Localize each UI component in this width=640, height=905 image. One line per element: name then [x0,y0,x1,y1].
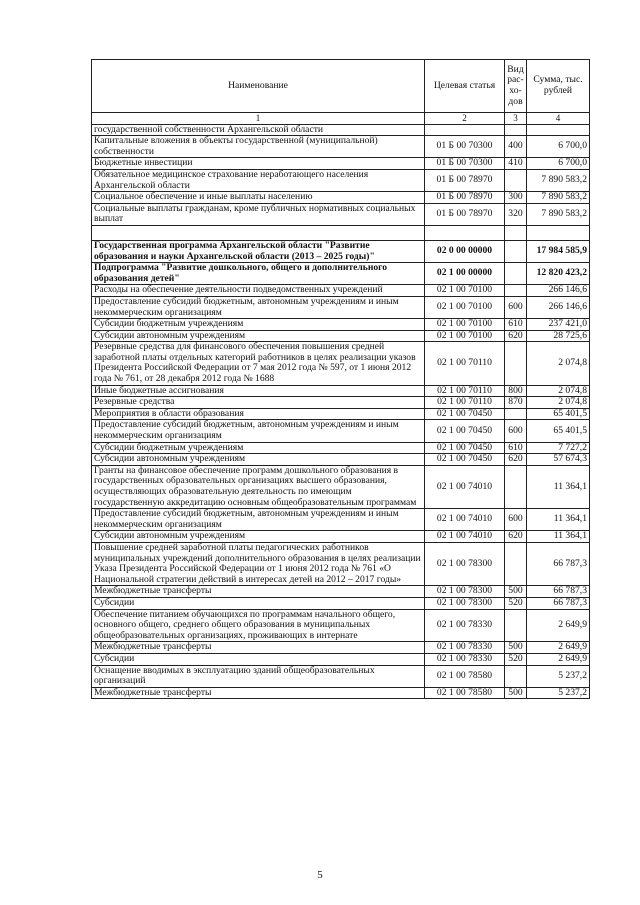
row-sum-cell: 65 401,5 [527,420,590,442]
row-type-cell: 400 [505,136,527,158]
row-code-cell: 02 1 00 70450 [425,442,505,454]
header-code: Целевая статья [425,60,505,113]
table-row [92,342,590,385]
row-code-cell: 01 Б 00 78970 [425,169,505,191]
row-sum-cell: 5 237,2 [527,687,590,699]
row-name-cell: Бюджетные инвестиции [92,158,425,170]
row-name-cell: Государственная программа Архангельской области "Развитие образования и науки Архангельской области (2013 – 2025 годы)" [92,240,425,262]
row-name-cell: Предоставление субсидий бюджетным, автономным учреждениям и иным некоммерческим организациям [92,296,425,318]
row-code-cell: 02 1 00 70450 [425,408,505,420]
row-name-cell: государственной собственности Архангельской области [92,124,425,136]
row-name-cell: Резервные средства [92,397,425,409]
row-sum-cell: 57 674,3 [527,454,590,466]
row-name-cell: Предоставление субсидий бюджетным, автономным учреждениям и иным некоммерческим организациям [92,509,425,531]
row-sum-cell: 5 237,2 [527,665,590,687]
column-number: 4 [527,113,590,125]
row-sum-cell: 7 890 583,2 [527,203,590,225]
row-sum-cell: 7 727,2 [527,442,590,454]
table-row [92,687,590,699]
row-code-cell: 02 1 00 70100 [425,330,505,342]
row-code-cell: 02 1 00 70450 [425,420,505,442]
row-type-cell: 870 [505,397,527,409]
row-name-cell: Мероприятия в области образования [92,408,425,420]
row-code-cell [425,225,505,240]
table-row [92,586,590,598]
row-code-cell: 02 1 00 78330 [425,653,505,665]
row-name-cell: Расходы на обеспечение деятельности подведомственных учреждений [92,285,425,297]
table-row [92,609,590,642]
row-type-cell: 620 [505,531,527,543]
row-sum-cell: 237 421,0 [527,319,590,331]
row-sum-cell: 17 984 585,9 [527,240,590,262]
row-name-cell: Межбюджетные трансферты [92,586,425,598]
row-sum-cell: 6 700,0 [527,158,590,170]
row-code-cell: 02 1 00 70110 [425,342,505,385]
row-sum-cell: 7 890 583,2 [527,192,590,204]
row-sum-cell: 266 146,6 [527,285,590,297]
table-row [92,454,590,466]
row-type-cell: 610 [505,442,527,454]
row-code-cell: 02 0 00 00000 [425,240,505,262]
table-row [92,240,590,262]
row-sum-cell: 65 401,5 [527,408,590,420]
row-code-cell [425,124,505,136]
row-name-cell: Иные бюджетные ассигнования [92,385,425,397]
row-sum-cell: 66 787,3 [527,597,590,609]
header-name: Наименование [92,60,425,113]
row-code-cell: 02 1 00 78330 [425,642,505,654]
row-name-cell: Субсидии автономным учреждениям [92,531,425,543]
row-type-cell [505,225,527,240]
page-number: 5 [317,869,323,881]
table-row [92,653,590,665]
row-sum-cell: 66 787,3 [527,542,590,585]
row-type-cell [505,342,527,385]
table-body [92,124,590,699]
row-code-cell: 01 Б 00 78970 [425,203,505,225]
row-name-cell: Межбюджетные трансферты [92,642,425,654]
row-name-cell: Резервные средства для финансового обеспечения повышения средней заработной платы отдельных категорий работников в целях реализации указов Президента Российской Федерации от 7 мая 2012 года № 597, от 1 июня 2012 года № 761, от 28 декабря 2012 года № 1688 [92,342,425,385]
table-header-row [92,60,590,113]
row-sum-cell: 11 364,1 [527,465,590,508]
table-row [92,442,590,454]
row-name-cell: Обеспечение питанием обучающихся по программам начального общего, основного общего, среднего общего образования в муниципальных общеобразовательных организациях, проживающих в интернате [92,609,425,642]
row-code-cell: 02 1 00 70100 [425,285,505,297]
table-row [92,420,590,442]
row-type-cell: 520 [505,597,527,609]
row-type-cell: 500 [505,586,527,598]
row-code-cell: 02 1 00 78580 [425,687,505,699]
header-type: Вид рас-хо-дов [505,60,527,113]
row-type-cell [505,542,527,585]
table-row [92,531,590,543]
column-number-row [92,113,590,125]
row-type-cell [505,408,527,420]
row-type-cell [505,240,527,262]
row-name-cell: Социальное обеспечение и иные выплаты населению [92,192,425,204]
table-row [92,169,590,191]
column-number: 1 [92,113,425,125]
row-code-cell: 02 1 00 70110 [425,385,505,397]
row-type-cell: 620 [505,330,527,342]
row-name-cell: Капитальные вложения в объекты государственной (муниципальной) собственности [92,136,425,158]
table-row [92,192,590,204]
row-type-cell: 300 [505,192,527,204]
table-row [92,296,590,318]
table-row [92,319,590,331]
row-name-cell: Предоставление субсидий бюджетным, автономным учреждениям и иным некоммерческим организациям [92,420,425,442]
row-code-cell: 02 1 00 78300 [425,542,505,585]
row-type-cell [505,665,527,687]
row-sum-cell: 2 649,9 [527,609,590,642]
row-type-cell [505,285,527,297]
row-code-cell: 02 1 00 78580 [425,665,505,687]
row-type-cell [505,465,527,508]
row-code-cell: 01 Б 00 70300 [425,158,505,170]
row-code-cell: 02 1 00 78300 [425,597,505,609]
table-row [92,597,590,609]
row-sum-cell [527,124,590,136]
header-sum: Сумма, тыс. рублей [527,60,590,113]
row-name-cell: Субсидии [92,653,425,665]
row-name-cell: Обязательное медицинское страхование неработающего населения Архангельской области [92,169,425,191]
row-sum-cell: 28 725,6 [527,330,590,342]
row-type-cell [505,124,527,136]
table-row [92,542,590,585]
row-type-cell: 600 [505,420,527,442]
row-sum-cell [527,225,590,240]
row-code-cell: 02 1 00 70450 [425,454,505,466]
table-row [92,408,590,420]
row-type-cell: 410 [505,158,527,170]
row-sum-cell: 2 649,9 [527,653,590,665]
table-row [92,225,590,240]
table-row [92,385,590,397]
row-sum-cell: 11 364,1 [527,509,590,531]
table-row [92,158,590,170]
table-row [92,203,590,225]
row-code-cell: 02 1 00 74010 [425,509,505,531]
row-name-cell: Межбюджетные трансферты [92,687,425,699]
row-sum-cell: 2 074,8 [527,397,590,409]
row-type-cell: 520 [505,653,527,665]
row-code-cell: 02 1 00 74010 [425,465,505,508]
row-code-cell: 01 Б 00 70300 [425,136,505,158]
column-number: 2 [425,113,505,125]
row-type-cell [505,263,527,285]
row-sum-cell: 2 074,8 [527,385,590,397]
row-type-cell: 800 [505,385,527,397]
row-type-cell: 600 [505,509,527,531]
row-code-cell: 02 1 00 78300 [425,586,505,598]
table-row [92,665,590,687]
table-row [92,124,590,136]
table-row [92,330,590,342]
row-name-cell: Повышение средней заработной платы педагогических работников муниципальных учреждений дополнительного образования в целях реализации Указа Президента Российской Федерации от 1 июня 2012 года № 761 «О Национальной стратегии действий в интересах детей на 2012 – 2017 годы» [92,542,425,585]
table-row [92,285,590,297]
row-sum-cell: 66 787,3 [527,586,590,598]
row-type-cell: 500 [505,687,527,699]
column-number: 3 [505,113,527,125]
row-type-cell: 610 [505,319,527,331]
row-code-cell: 02 1 00 70100 [425,319,505,331]
row-type-cell [505,169,527,191]
row-type-cell: 620 [505,454,527,466]
row-code-cell: 02 1 00 00000 [425,263,505,285]
row-sum-cell: 2 074,8 [527,342,590,385]
row-sum-cell: 2 649,9 [527,642,590,654]
row-sum-cell: 6 700,0 [527,136,590,158]
table-row [92,263,590,285]
table-row [92,136,590,158]
row-code-cell: 01 Б 00 78970 [425,192,505,204]
row-name-cell: Субсидии автономным учреждениям [92,330,425,342]
table-row [92,642,590,654]
row-name-cell: Социальные выплаты гражданам, кроме публичных нормативных социальных выплат [92,203,425,225]
row-name-cell: Гранты на финансовое обеспечение программ дошкольного образования в государственных образовательных организациях высшего образования, осуществляющих образовательную деятельность по имеющим государственную аккредитацию основным общеобразовательным программам [92,465,425,508]
budget-table [91,59,590,699]
row-sum-cell: 266 146,6 [527,296,590,318]
row-type-cell: 600 [505,296,527,318]
row-code-cell: 02 1 00 78330 [425,609,505,642]
row-type-cell: 320 [505,203,527,225]
row-name-cell: Субсидии бюджетным учреждениям [92,442,425,454]
table-row [92,509,590,531]
row-sum-cell: 11 364,1 [527,531,590,543]
row-name-cell: Субсидии автономным учреждениям [92,454,425,466]
row-name-cell [92,225,425,240]
row-code-cell: 02 1 00 70110 [425,397,505,409]
row-sum-cell: 12 820 423,2 [527,263,590,285]
row-type-cell [505,609,527,642]
table-row [92,397,590,409]
row-type-cell: 500 [505,642,527,654]
row-name-cell: Субсидии [92,597,425,609]
table-row [92,465,590,508]
row-code-cell: 02 1 00 70100 [425,296,505,318]
row-code-cell: 02 1 00 74010 [425,531,505,543]
row-name-cell: Субсидии бюджетным учреждениям [92,319,425,331]
row-name-cell: Подпрограмма "Развитие дошкольного, общего и дополнительного образования детей" [92,263,425,285]
row-name-cell: Оснащение вводимых в эксплуатацию зданий общеобразовательных организаций [92,665,425,687]
row-sum-cell: 7 890 583,2 [527,169,590,191]
